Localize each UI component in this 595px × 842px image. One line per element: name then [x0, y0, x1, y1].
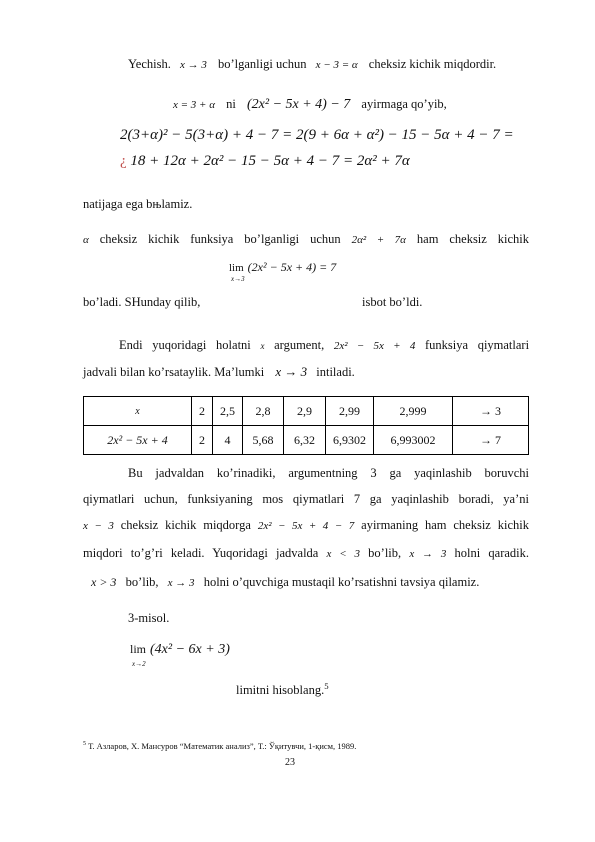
equation-text: 18 + 12α + 2α² − 15 − 5α + 4 − 7 = 2α² + 7α	[130, 153, 410, 169]
table-cell: 2	[192, 426, 213, 455]
text-fragment: bo’lganligi uchun	[217, 57, 307, 71]
limit-subscript: x→2	[132, 660, 146, 668]
table-intro-line-2	[83, 364, 355, 380]
math-x-less-3: x < 3	[326, 548, 360, 560]
page-number: 23	[285, 757, 295, 768]
table-cell: → 3	[453, 397, 529, 426]
text-fragment: cheksiz kichik miqdorga	[120, 518, 251, 532]
footnote	[83, 741, 356, 751]
paragraph-line-5	[91, 575, 479, 590]
math-x: x	[260, 341, 265, 351]
table-cell: 5,68	[243, 426, 284, 455]
text-fragment: Endi yuqoridagi holatni	[119, 338, 251, 352]
text-fragment: bo’lib,	[125, 575, 159, 589]
paragraph-line-1: Bu jadvaldan ko’rinadiki, argumentning 3 ga yaqinlashib boruvchi	[128, 466, 529, 480]
math-x-to-3: x → 3	[167, 577, 195, 589]
conclusion-right: isbot bo’ldi.	[362, 295, 423, 309]
example-task	[236, 681, 329, 698]
text-fragment: bo’lib,	[368, 546, 402, 560]
text-fragment: ni	[226, 97, 236, 111]
lim-word: lim	[130, 642, 147, 656]
math-x-to-3: x → 3	[275, 364, 308, 379]
text-fragment: miqdori to’g’ri keladi. Yuqoridagi jadvalda	[83, 546, 319, 560]
text-fragment: holni o’quvchiga mustaqil ko’rsatishni tavsiya qilamiz.	[203, 575, 480, 589]
table-cell: → 7	[453, 426, 529, 455]
yechish-line	[128, 57, 496, 72]
math-x-to-3: x → 3	[179, 59, 207, 71]
table-cell: 6,9302	[326, 426, 374, 455]
limit-expression-1	[229, 258, 337, 283]
footnote-reference: 5	[324, 681, 329, 691]
table-cell: 2	[192, 397, 213, 426]
text-fragment: jadvali bilan ko’rsataylik. Ma’lumki	[83, 365, 265, 379]
limit-subscript: x→3	[231, 275, 245, 283]
table-cell: 2,9	[284, 397, 326, 426]
example-label: 3-misol.	[128, 611, 170, 625]
math-difference-expr: (2x² − 5x + 4) − 7	[247, 97, 351, 112]
math-x-minus-3-alpha: x − 3 = α	[315, 59, 358, 71]
math-x-greater-3: x > 3	[91, 575, 117, 589]
paragraph-line-4	[83, 546, 529, 561]
conclusion-left: bo’ladi. SHunday qilib,	[83, 295, 201, 309]
table-row	[84, 426, 529, 455]
math-difference-expr: 2x² − 5x + 4 − 7	[257, 520, 355, 532]
table-cell: 4	[213, 426, 243, 455]
footnote-text: Т. Азларов, Х. Мансуров “Математик анализ”, Т.: Ўқитувчи, 1-қисм, 1989.	[88, 741, 357, 751]
text-fragment: ham cheksiz kichik	[416, 232, 530, 246]
text-fragment: cheksiz kichik funksiya bo’lganligi uchun	[99, 232, 341, 246]
math-x-to-3: x → 3	[409, 548, 447, 560]
substitution-line	[173, 97, 447, 113]
table-cell: 2,999	[374, 397, 453, 426]
text-fragment: ayirmaga qo’yib,	[361, 97, 447, 111]
table-cell: 6,32	[284, 426, 326, 455]
math-function-expr: 2x² − 5x + 4	[333, 340, 416, 352]
limit-body: (2x² − 5x + 4) = 7	[247, 260, 337, 274]
row-header-x: x	[84, 397, 192, 426]
text-fragment: holni qaradik.	[454, 546, 530, 560]
lim-word: lim	[229, 262, 244, 274]
infinitesimal-sentence	[83, 232, 529, 247]
result-sentence: natijaga ega bњlamiz.	[83, 197, 193, 211]
math-x-eq-3-plus-alpha: x = 3 + α	[173, 99, 216, 111]
table-cell: 2,5	[213, 397, 243, 426]
yechish-label: Yechish.	[128, 57, 171, 71]
math-x-minus-3: x − 3	[83, 520, 114, 532]
equation-lead-symbol: ¿	[120, 153, 127, 169]
text-fragment: limitni hisoblang.	[236, 683, 325, 698]
table-cell: 6,993002	[374, 426, 453, 455]
text-fragment: cheksiz kichik miqdordir.	[368, 57, 497, 71]
text-fragment: argument,	[274, 338, 325, 352]
table-intro-line-1	[119, 338, 529, 353]
equation-line-1: 2(3+α)² − 5(3+α) + 4 − 7 = 2(9 + 6α + α²) − 15 − 5α + 4 − 7 =	[120, 127, 514, 143]
text-fragment: funksiya qiymatlari	[425, 338, 530, 352]
row-header-function: 2x² − 5x + 4	[84, 426, 192, 455]
math-alpha: α	[83, 234, 89, 246]
table-cell: 2,8	[243, 397, 284, 426]
table-cell: 2,99	[326, 397, 374, 426]
text-fragment: intiladi.	[316, 365, 355, 379]
paragraph-line-2: qiymatlari uchun, funksiyaning mos qiymatlari 7 ga yaqinlashib boradi, ya’ni	[83, 492, 529, 506]
paragraph-line-3	[83, 518, 529, 533]
footnote-number: 5	[83, 741, 86, 748]
values-table	[83, 396, 529, 455]
table-row	[84, 397, 529, 426]
limit-expression-2	[130, 640, 230, 668]
math-2alpha2-plus-7alpha: 2α² + 7α	[351, 234, 406, 246]
equation-line-2	[120, 153, 410, 170]
limit-body: (4x² − 6x + 3)	[150, 642, 230, 657]
text-fragment: ayirmaning ham cheksiz kichik	[361, 518, 529, 532]
